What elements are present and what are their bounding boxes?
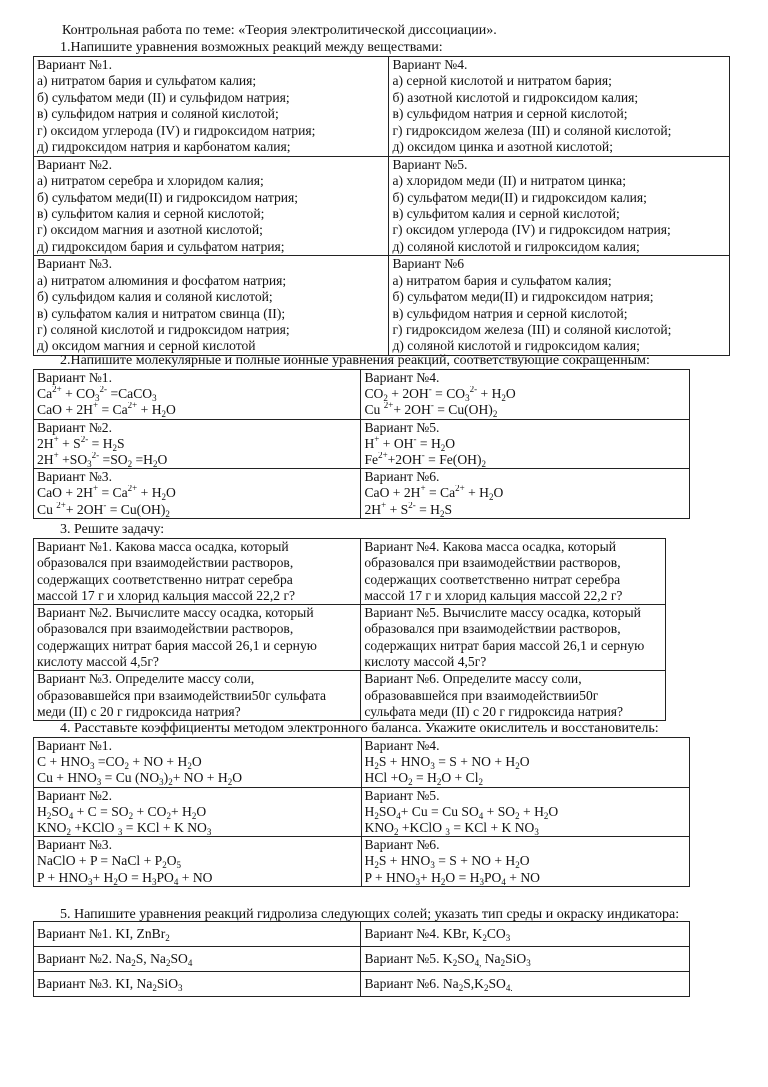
variant-line: $Fe^{2+}+2OH^- = Fe(OH)_2$ (364, 451, 486, 469)
variant-line: содержащих нитрат бария массой 26,1 и серную (37, 637, 317, 653)
page-title: Контрольная работа по теме: «Теория электролитической диссоциации». (62, 23, 497, 38)
variant-line: CaO + $2H^+ = Ca^{2+} + H_2O$ (364, 485, 504, 502)
variant-line: меди (II) с 20 г гидроксида натрия? (37, 703, 241, 719)
variant-line: д) соляной кислотой и гидроксидом калия; (392, 338, 640, 354)
variant-line: $H_2S + HNO_3 = S$ + NO + $H_2O$ (364, 853, 530, 870)
variant-line: Вариант №2. $Na_2S$, $Na_2SO_4$ (37, 951, 193, 968)
question-4-heading: 4. Расставьте коэффициенты методом электронного баланса. Укажите окислитель и восстановитель: (60, 721, 659, 736)
task4-variant-cell (34, 837, 362, 887)
variant-line: $C + HNO_3 =CO_2$ + NO + $H_2O$ (37, 754, 202, 771)
variant-line: д) оксидом магния и серной кислотой (37, 338, 256, 354)
task1-row (34, 156, 730, 256)
variant-label: Вариант №1. (37, 370, 112, 385)
variant-line: содержащих соответственно нитрат серебра (37, 571, 293, 587)
task3-variant-cell (361, 671, 666, 721)
task4-table (33, 737, 690, 887)
task1-variant-cell (389, 256, 730, 356)
task4-variant-cell (34, 738, 362, 788)
variant-label: Вариант №2. (37, 787, 112, 803)
variant-line: $H_2SO_4 + C = SO_2 + CO_2+ H_2O$ (37, 803, 207, 820)
variant-line: содержащих соответственно нитрат серебра (364, 571, 621, 587)
variant-line: HCl $+O_2 = H_2O + Cl_2$ (364, 770, 483, 787)
variant-line: $P + HNO_3+ H_2O = H_3PO_4$ + NO (37, 869, 213, 886)
variant-line: $KNO_2$ +KClO $_3$ = KCl + K $NO_3$ (364, 819, 539, 837)
variant-label: Вариант №4. Какова масса осадка, который (364, 539, 617, 554)
variant-label: Вариант №2. (37, 156, 112, 172)
task2-variant-cell (34, 469, 361, 519)
variant-label: Вариант №1. (37, 738, 112, 753)
task3-table (33, 538, 666, 721)
variant-line: а) нитратом бария и сульфатом калия; (37, 73, 257, 89)
task5-variant-cell (361, 947, 690, 972)
variant-line: $H_2S + HNO_3 = S$ + NO + $H_2O$ (364, 754, 530, 771)
task5-table (33, 921, 690, 997)
question-1-heading: 1.Напишите уравнения возможных реакций между веществами: (60, 40, 443, 55)
variant-label: Вариант №1. Какова масса осадка, который (37, 539, 289, 554)
variant-line: б) сульфатом меди (II) и сульфидом натрия; (37, 89, 290, 105)
variant-label: Вариант №3. (37, 256, 112, 272)
variant-label: Вариант №6. Определите массу соли, (364, 671, 582, 687)
variant-line: а) нитратом бария и сульфатом калия; (392, 272, 612, 288)
task4-row (34, 787, 690, 837)
variant-line: $H_2SO_4+ Cu = Cu$ $SO_4 + SO_2 + H_2O$ (364, 803, 559, 820)
task3-body (34, 539, 666, 721)
variant-line: д) гидроксидом натрия и карбонатом калия; (37, 139, 291, 155)
variant-line: образовался при взаимодействии растворов, (37, 555, 294, 571)
variant-line: NaClO + P = NaCl + $P_2O_5$ (37, 853, 182, 870)
variant-line: в) сульфитом калия и серной кислотой; (392, 205, 620, 221)
variant-line: б) сульфатом меди(II) и гидроксидом натрия; (37, 189, 299, 205)
variant-label: Вариант №6 (392, 256, 465, 272)
variant-line: Вариант №4. KBr, $K_2CO_3$ (364, 926, 511, 943)
variant-label: Вариант №2. Вычислите массу осадка, который (37, 605, 314, 621)
variant-line: CaO + $2H^+ = Ca^{2+} + H_2O$ (37, 485, 176, 502)
task5-body (34, 922, 690, 997)
task3-row (34, 605, 666, 671)
task5-variant-cell (34, 947, 361, 972)
variant-line: в) сульфатом калия и нитратом свинца (II); (37, 305, 286, 321)
variant-line: образовавшейся при взаимодействии50г сульфата (37, 687, 327, 703)
task5-variant-cell (34, 922, 361, 947)
variant-label: Вариант №3. (37, 837, 112, 853)
variant-line: $KNO_2$ +KClO $_3$ = KCl + K $NO_3$ (37, 819, 212, 837)
variant-line: б) сульфидом калия и соляной кислотой; (37, 289, 273, 305)
task3-variant-cell (34, 605, 361, 671)
variant-line: кислоту массой 4,5г? (37, 654, 159, 670)
variant-line: Вариант №6. $Na_2S,K_2SO_{4.}$ (364, 976, 513, 993)
task1-row (34, 256, 730, 356)
variant-line: массой 17 г и хлорид кальция массой 22,2 г? (364, 587, 623, 603)
task4-body (34, 738, 690, 887)
variant-line: г) оксидом углерода (IV) и гидроксидом натрия; (37, 122, 316, 138)
task5-variant-cell (361, 922, 690, 947)
task1-variant-cell (389, 57, 730, 157)
variant-line: д) соляной кислотой и гилроксидом калия; (392, 238, 640, 254)
variant-line: кислоту массой 4,5г? (364, 654, 487, 670)
task3-variant-cell (34, 539, 361, 605)
variant-line: а) нитратом алюминия и фосфатом натрия; (37, 272, 287, 288)
variant-line: а) нитратом серебра и хлоридом калия; (37, 173, 264, 189)
task2-row (34, 370, 690, 420)
variant-label: Вариант №5. (364, 787, 440, 803)
variant-label: Вариант №4. (364, 370, 440, 385)
task3-variant-cell (361, 605, 666, 671)
task5-row (34, 972, 690, 997)
variant-line: образовался при взаимодействии растворов, (37, 621, 294, 637)
variant-line: б) азотной кислотой и гидроксидом калия; (392, 89, 639, 105)
variant-line: в) сульфитом калия и серной кислотой; (37, 205, 265, 221)
task4-variant-cell (361, 738, 689, 788)
task2-body (34, 370, 690, 519)
variant-line: г) соляной кислотой и гидроксидом натрия; (37, 322, 290, 337)
task1-variant-cell (34, 57, 389, 157)
variant-line: Вариант №5. $K_2SO_{4,}$ $Na_2SiO_3$ (364, 951, 531, 968)
task1-variant-cell (34, 156, 389, 256)
task3-variant-cell (361, 539, 666, 605)
variant-label: Вариант №6. (364, 837, 440, 853)
task4-row (34, 837, 690, 887)
variant-label: Вариант №4. (364, 738, 440, 753)
variant-line: Вариант №3. KI, $Na_2SiO_3$ (37, 976, 183, 993)
variant-line: содержащих нитрат бария массой 26,1 и серную (364, 637, 645, 653)
task2-table (33, 369, 690, 519)
task1-body (34, 57, 730, 356)
task5-variant-cell (361, 972, 690, 997)
task1-row (34, 57, 730, 157)
task2-variant-cell (34, 419, 361, 469)
task2-variant-cell (361, 469, 690, 519)
variant-line: $Ca^{2+} + CO_3^{2-}$ =CaCO$_3$ (37, 386, 157, 403)
task3-variant-cell (34, 671, 361, 721)
variant-label: Вариант №6. (364, 469, 440, 485)
task5-row (34, 947, 690, 972)
variant-label: Вариант №3. Определите массу соли, (37, 671, 255, 687)
variant-line: г) оксидом углерода (IV) и гидроксидом натрия; (392, 222, 671, 238)
variant-line: $2H^+ + S^{2-} = H_2S$ (364, 501, 453, 518)
variant-line: Cu $^{2+}+ 2OH^- = Cu(OH)_2$ (37, 501, 170, 518)
task2-variant-cell (361, 419, 690, 469)
variant-label: Вариант №5. (392, 156, 468, 172)
variant-line: б) сульфатом меди(II) и гидроксидом натрия; (392, 289, 654, 305)
variant-line: $CO_2 + 2OH^- = CO_3^{2-} + H_2O$ (364, 386, 516, 403)
variant-line: $H^+ + OH^- = H_2O$ (364, 435, 456, 452)
variant-line: CaO + $2H^+ = Ca^{2+} + H_2O$ (37, 402, 176, 419)
variant-line: Вариант №1. KI, ZnBr$_2$ (37, 926, 170, 943)
variant-line: массой 17 г и хлорид кальция массой 22,2 г? (37, 587, 296, 603)
task1-table (33, 56, 730, 356)
variant-line: г) гидроксидом железа (III) и соляной кислотой; (392, 122, 672, 138)
variant-line: образовался при взаимодействии растворов, (364, 621, 621, 637)
variant-line: $2H^+ +SO_3^{2-} =SO_2 =H_2O$ (37, 451, 168, 469)
variant-line: в) сульфидом натрия и соляной кислотой; (37, 106, 279, 122)
task2-row (34, 469, 690, 519)
question-3-heading: 3. Решите задачу: (60, 522, 165, 537)
variant-label: Вариант №3. (37, 469, 112, 485)
variant-line: $P + HNO_3+ H_2O = H_3PO_4$ + NO (364, 869, 540, 886)
task2-variant-cell (361, 370, 690, 420)
task3-row (34, 671, 666, 721)
variant-line: д) оксидом цинка и азотной кислотой; (392, 139, 613, 155)
variant-line: в) сульфидом натрия и серной кислотой; (392, 305, 628, 321)
question-2-heading: 2.Напишите молекулярные и полные ионные уравнения реакций, соответствующие сокращенным: (60, 353, 650, 368)
variant-label: Вариант №1. (37, 57, 112, 72)
variant-line: а) хлоридом меди (II) и нитратом цинка; (392, 173, 626, 189)
variant-line: а) серной кислотой и нитратом бария; (392, 73, 612, 89)
task4-row (34, 738, 690, 788)
task5-row (34, 922, 690, 947)
variant-line: Cu $^{2+}+ 2OH^- = Cu(OH)_2$ (364, 402, 498, 419)
variant-line: образовался при взаимодействии растворов, (364, 555, 621, 571)
variant-line: в) сульфидом натрия и серной кислотой; (392, 106, 628, 122)
variant-line: сульфата меди (II) с 20 г гидроксида натрия? (364, 703, 624, 719)
variant-line: б) сульфатом меди(II) и гидроксидом калия; (392, 189, 647, 205)
variant-label: Вариант №5. (364, 419, 440, 435)
question-5-heading: 5. Напишите уравнения реакций гидролиза следующих солей; указать тип среды и окраску индикатора: (60, 907, 680, 922)
task1-variant-cell (389, 156, 730, 256)
task1-variant-cell (34, 256, 389, 356)
task2-row (34, 419, 690, 469)
variant-label: Вариант №4. (392, 57, 468, 72)
variant-line: г) оксидом магния и азотной кислотой; (37, 222, 263, 238)
task3-row (34, 539, 666, 605)
variant-label: Вариант №2. (37, 419, 112, 435)
variant-line: д) гидроксидом бария и сульфатом натрия; (37, 238, 285, 254)
variant-label: Вариант №5. Вычислите массу осадка, который (364, 605, 641, 621)
task5-variant-cell (34, 972, 361, 997)
variant-line: г) гидроксидом железа (III) и соляной кислотой; (392, 322, 672, 337)
variant-line: $2H^+ + S^{2-} = H_2S$ (37, 435, 125, 452)
task4-variant-cell (361, 837, 689, 887)
task4-variant-cell (361, 787, 689, 837)
task4-variant-cell (34, 787, 362, 837)
task2-variant-cell (34, 370, 361, 420)
variant-line: $Cu + HNO_3 = Cu$ $(NO_3)_2+$ NO + $H_2O$ (37, 770, 243, 787)
variant-line: образовавшейся при взаимодействии50г (364, 687, 599, 703)
